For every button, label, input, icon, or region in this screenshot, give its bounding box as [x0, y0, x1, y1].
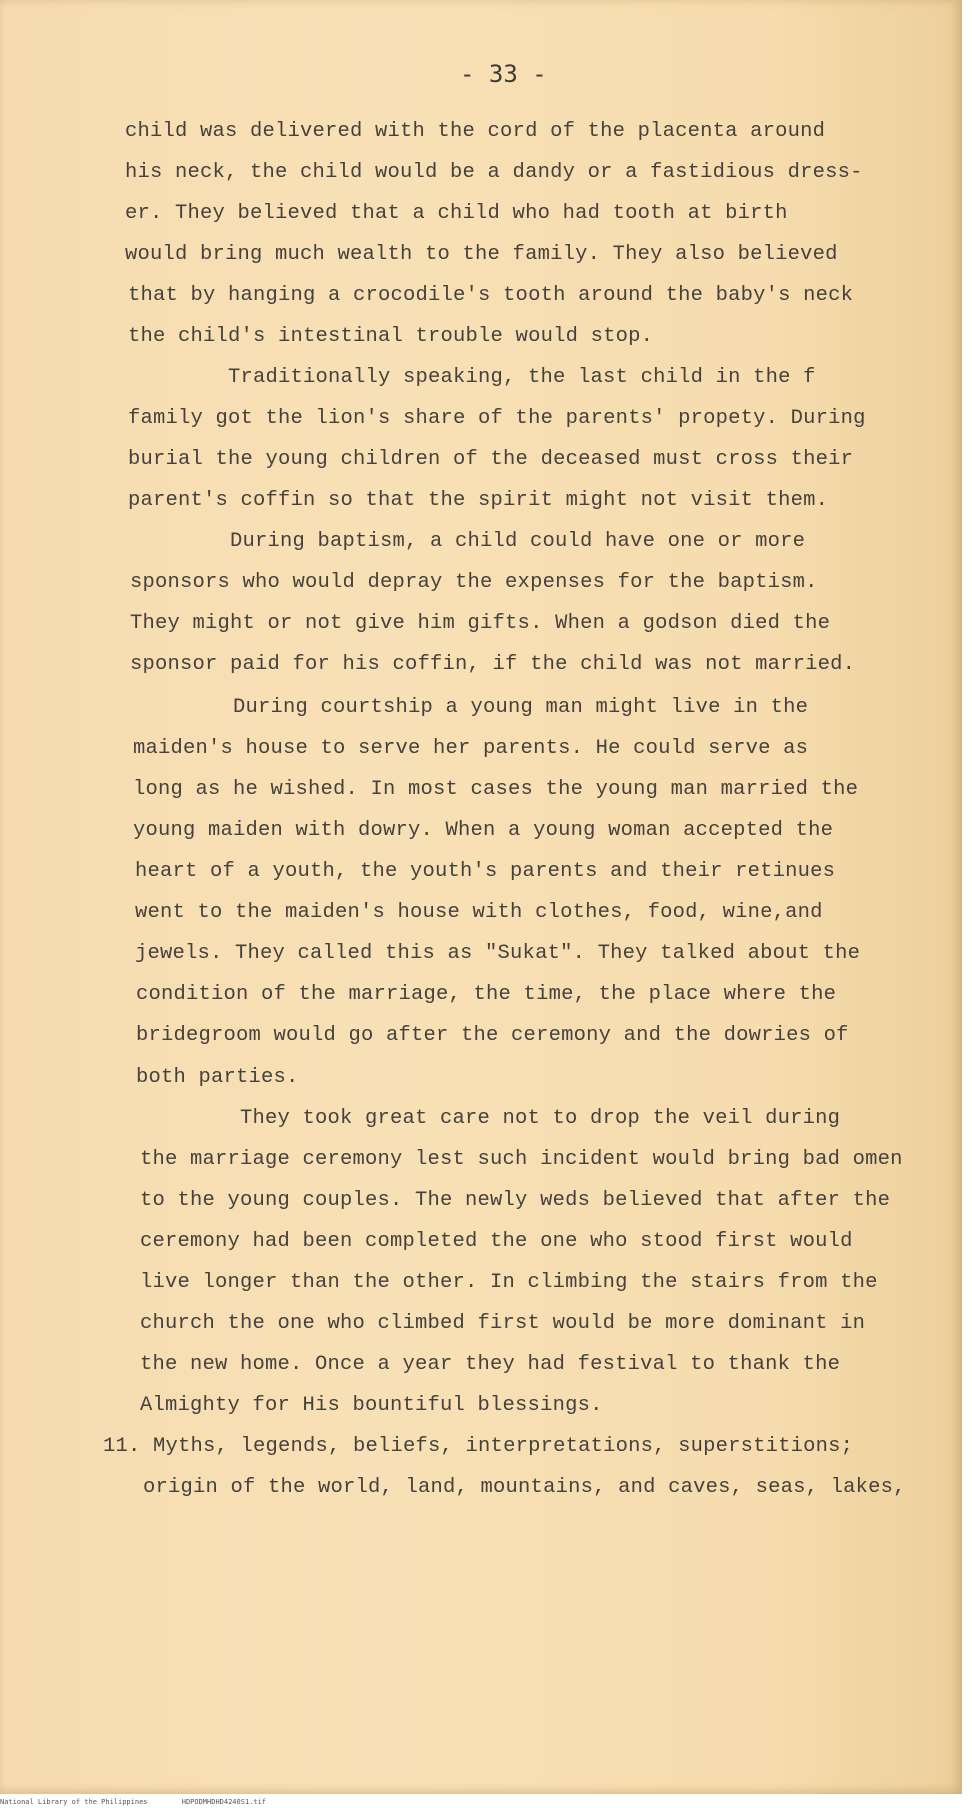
- text-line: would bring much wealth to the family. They also believed: [125, 243, 838, 266]
- text-line: Almighty for His bountiful blessings.: [140, 1394, 603, 1417]
- text-line: the child's intestinal trouble would stop.: [128, 325, 654, 348]
- text-line: ceremony had been completed the one who stood first would: [140, 1230, 853, 1253]
- text-line: During baptism, a child could have one or more: [230, 530, 806, 553]
- text-line: both parties.: [136, 1066, 299, 1089]
- text-line: condition of the marriage, the time, the place where the: [136, 983, 837, 1006]
- text-line: live longer than the other. In climbing the stairs from the: [140, 1271, 878, 1294]
- text-line: They might or not give him gifts. When a godson died the: [130, 612, 831, 635]
- text-line: church the one who climbed first would be more dominant in: [140, 1312, 866, 1335]
- scan-footer: [0, 1797, 972, 1808]
- text-line: sponsor paid for his coffin, if the child was not married.: [130, 653, 856, 676]
- footer-library: National Library of the Philippines: [0, 1798, 148, 1806]
- text-line: family got the lion's share of the parents' propety. During: [128, 407, 866, 430]
- text-line: origin of the world, land, mountains, and caves, seas, lakes,: [143, 1476, 906, 1499]
- text-line: that by hanging a crocodile's tooth around the baby's neck: [128, 284, 854, 307]
- text-line: the marriage ceremony lest such incident would bring bad omen: [140, 1148, 903, 1171]
- text-line: young maiden with dowry. When a young woman accepted the: [133, 819, 834, 842]
- page-number: - 33 -: [460, 60, 547, 88]
- text-line: his neck, the child would be a dandy or a fastidious dress-: [125, 161, 863, 184]
- footer-file-id: HDPODMHDHD4240S1.tif: [181, 1798, 267, 1806]
- text-line: to the young couples. The newly weds believed that after the: [140, 1189, 891, 1212]
- text-line: went to the maiden's house with clothes, food, wine,and: [135, 901, 823, 924]
- text-line: During courtship a young man might live in the: [233, 696, 809, 719]
- text-line: er. They believed that a child who had tooth at birth: [125, 202, 788, 225]
- text-line: They took great care not to drop the veil during: [240, 1107, 841, 1130]
- text-line: jewels. They called this as "Sukat". They talked about the: [135, 942, 861, 965]
- text-line: parent's coffin so that the spirit might not visit them.: [128, 489, 829, 512]
- section-heading-line: 11. Myths, legends, beliefs, interpretations, superstitions;: [103, 1435, 854, 1458]
- text-line: long as he wished. In most cases the young man married the: [133, 778, 859, 801]
- text-line: maiden's house to serve her parents. He could serve as: [133, 737, 809, 760]
- text-line: burial the young children of the deceased must cross their: [128, 448, 854, 471]
- text-line: Traditionally speaking, the last child in the f: [228, 366, 816, 389]
- text-line: sponsors who would depray the expenses for the baptism.: [130, 571, 818, 594]
- text-line: heart of a youth, the youth's parents and their retinues: [135, 860, 836, 883]
- text-line: child was delivered with the cord of the placenta around: [125, 120, 826, 143]
- text-line: bridegroom would go after the ceremony and the dowries of: [136, 1024, 849, 1047]
- text-line: the new home. Once a year they had festival to thank the: [140, 1353, 841, 1376]
